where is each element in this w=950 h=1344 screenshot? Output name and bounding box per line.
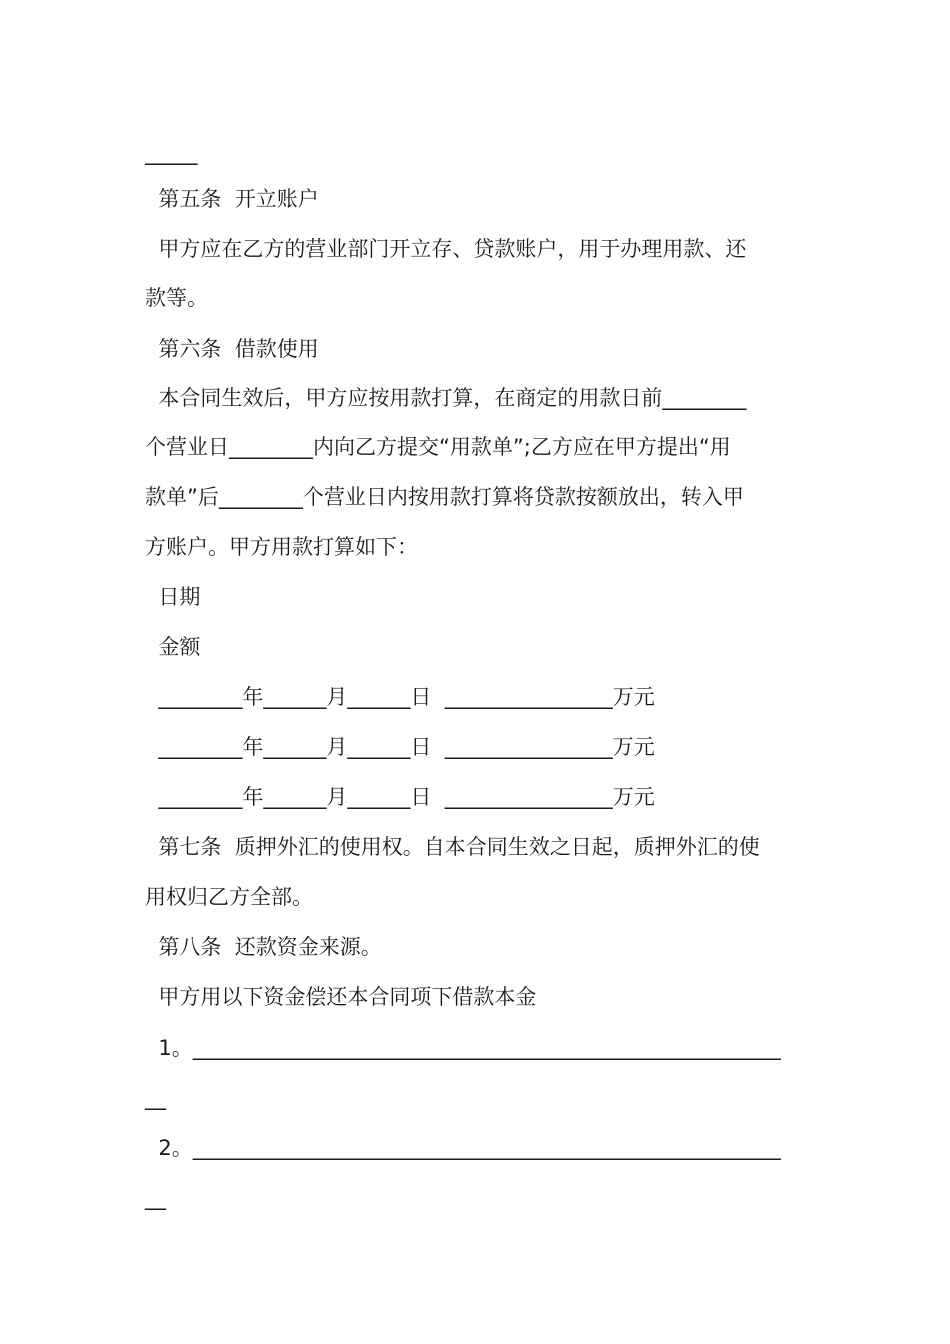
paragraph-line: 款单”后________个营业日内按用款打算将贷款按额放出，转入甲 (145, 485, 744, 509)
list-item-2: 2。________________________________________________________ (145, 1136, 781, 1160)
paragraph-line: 方账户。甲方用款打算如下： (145, 535, 418, 559)
schedule-row: ________年______月______日 ________________万元 (145, 735, 655, 759)
article-5-heading: 第五条 开立账户 (145, 187, 319, 211)
article-7-line: 第七条 质押外汇的使用权。自本合同生效之日起，质押外汇的使 (145, 835, 760, 859)
list-item-1-continuation: __ (145, 1086, 166, 1110)
article-8-heading: 第八条 还款资金来源。 (145, 935, 382, 959)
article-6-heading: 第六条 借款使用 (145, 337, 319, 361)
date-label: 日期 (145, 585, 201, 609)
paragraph-line: 甲方应在乙方的营业部门开立存、贷款账户，用于办理用款、还 (145, 237, 747, 261)
paragraph-line: 款等。 (145, 286, 208, 310)
blank-line: _____ (145, 141, 198, 165)
paragraph-line: 本合同生效后，甲方应按用款打算，在商定的用款日前________ (145, 386, 747, 410)
list-item-1: 1。________________________________________________________ (145, 1036, 781, 1060)
paragraph-line: 用权归乙方全部。 (145, 885, 313, 909)
amount-label: 金额 (145, 635, 201, 659)
paragraph-line: 甲方用以下资金偿还本合同项下借款本金 (145, 985, 537, 1009)
list-item-2-continuation: __ (145, 1186, 166, 1210)
schedule-row: ________年______月______日 ________________万元 (145, 785, 655, 809)
schedule-row: ________年______月______日 ________________万元 (145, 685, 655, 709)
paragraph-line: 个营业日________内向乙方提交“用款单”;乙方应在甲方提出“用 (145, 435, 731, 459)
